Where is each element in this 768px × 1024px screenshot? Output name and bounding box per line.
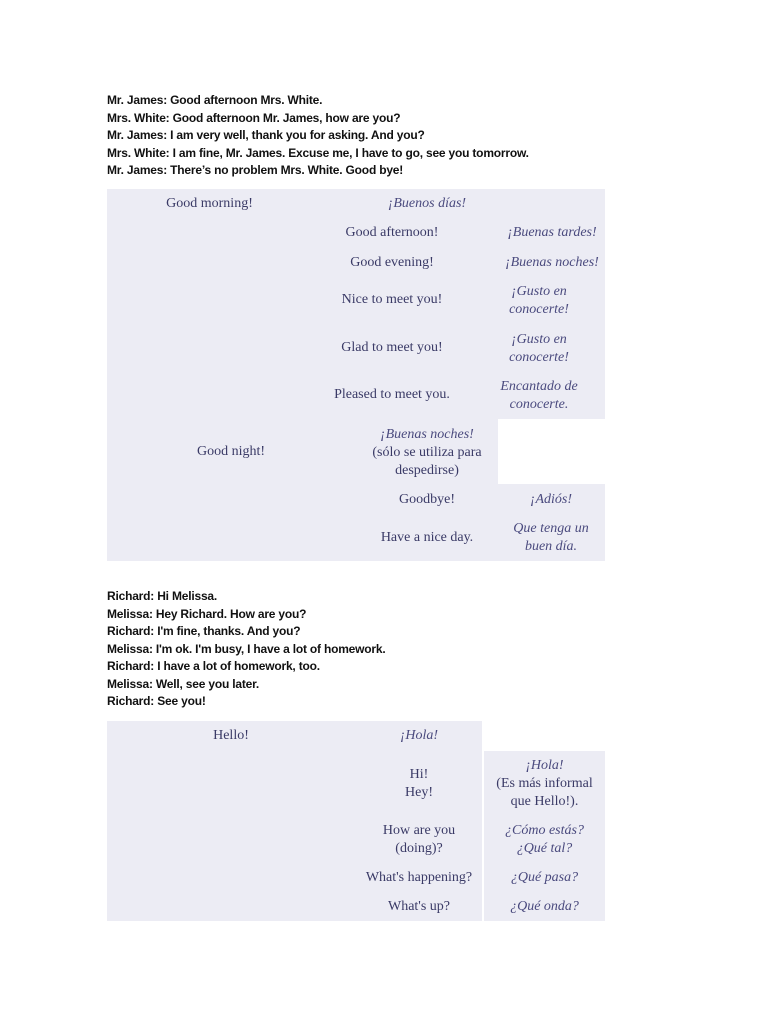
phrase-es: ¡Gusto en conocerte!	[509, 332, 569, 365]
phrase-es: ¡Hola!	[399, 728, 439, 743]
phrase-en: Pleased to meet you.	[334, 387, 450, 402]
dialogue-line: Melissa: I'm ok. I'm busy, I have a lot of homework.	[107, 641, 386, 656]
dialogue-line: Richard: I have a lot of homework, too.	[107, 659, 320, 673]
dialogue-line: Richard: Hi Melissa.	[107, 589, 218, 603]
dialogue-line: Mr. James: Good afternoon Mrs. White.	[107, 93, 323, 107]
dialogue-2	[107, 588, 386, 711]
phrase-en: What's up?	[387, 899, 450, 914]
phrase-en: Glad to meet you!	[341, 340, 443, 355]
phrase-en: Hi! Hey!	[405, 767, 433, 800]
dialogue-line: Melissa: Well, see you later.	[107, 676, 260, 691]
phrase-es: ¡Buenas noches! (sólo se utiliza para despedirse)	[372, 427, 482, 478]
dialogue-line: Mrs. White: Good afternoon Mr. James, how are you?	[107, 110, 401, 125]
phrase-en: How are you (doing)?	[382, 823, 456, 856]
phrase-en: Good evening!	[350, 255, 434, 270]
phrase-en: Goodbye!	[399, 492, 455, 507]
phrase-es: ¡Gusto en conocerte!	[509, 284, 569, 317]
phrase-es: ¡Buenas tardes!	[507, 225, 597, 240]
greetings-table-2	[107, 721, 605, 921]
dialogue-line: Mrs. White: I am fine, Mr. James. Excuse me, I have to go, see you tomorrow.	[107, 145, 529, 160]
phrase-en: Hello!	[213, 728, 249, 743]
phrase-es: ¡Buenos días!	[387, 196, 467, 211]
phrase-es: ¿Qué onda?	[510, 899, 579, 914]
phrase-es: ¡Buenas noches!	[505, 255, 599, 270]
dialogue-line: Mr. James: I am very well, thank you for asking. And you?	[107, 128, 425, 142]
phrase-es: ¡Hola! (Es más informal que Hello!).	[496, 758, 593, 809]
phrase-es: ¿Qué pasa?	[510, 870, 579, 885]
phrase-en: What's happening?	[365, 870, 473, 885]
phrase-es: ¿Cómo estás? ¿Qué tal?	[505, 823, 584, 856]
dialogue-1	[107, 92, 529, 180]
phrase-en: Good night!	[196, 444, 266, 459]
greetings-table-1	[107, 189, 605, 561]
dialogue-line: Richard: See you!	[107, 694, 206, 708]
phrase-es: ¡Adiós!	[530, 492, 572, 507]
phrase-es: Encantado de conocerte.	[500, 379, 578, 412]
phrase-en: Have a nice day.	[380, 530, 474, 545]
phrase-en: Good morning!	[166, 196, 253, 211]
dialogue-line: Melissa: Hey Richard. How are you?	[107, 606, 307, 621]
phrase-es: Que tenga un buen día.	[513, 521, 589, 554]
dialogue-line: Richard: I'm fine, thanks. And you?	[107, 624, 301, 638]
phrase-en: Good afternoon!	[345, 225, 439, 240]
phrase-en: Nice to meet you!	[341, 292, 443, 307]
dialogue-line: Mr. James: There’s no problem Mrs. White. Good bye!	[107, 163, 404, 177]
